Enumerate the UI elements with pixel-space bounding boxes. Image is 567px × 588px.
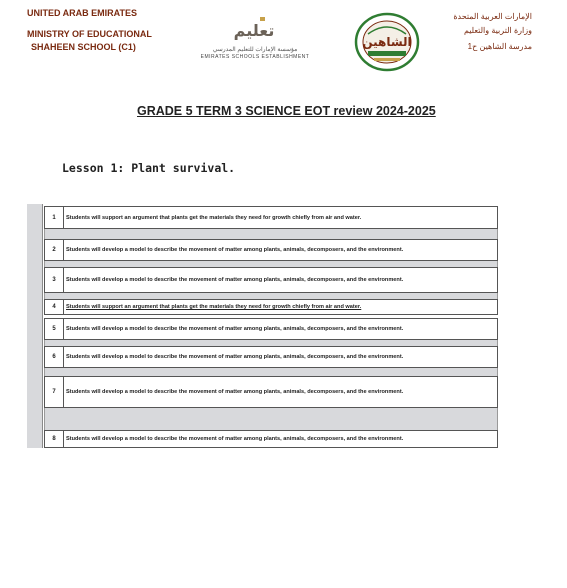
row-gap bbox=[44, 408, 498, 430]
ministry-label-ar: وزارة التربية والتعليم bbox=[463, 26, 532, 35]
table-side-bar bbox=[27, 204, 43, 448]
row-text: Students will develop a model to describe the movement of matter among plants, animals, decomposers, and the environment. bbox=[66, 247, 404, 253]
school-label: SHAHEEN SCHOOL (C1) bbox=[31, 42, 136, 52]
row-number: 1 bbox=[45, 207, 64, 228]
row-text: Students will develop a model to describe the movement of matter among plants, animals, decomposers, and the environment. bbox=[66, 389, 404, 395]
row-number: 2 bbox=[45, 240, 64, 260]
ese-english-name: EMIRATES SCHOOLS ESTABLISHMENT bbox=[200, 54, 310, 60]
table-row bbox=[44, 206, 498, 229]
row-number: 3 bbox=[45, 268, 64, 292]
row-number: 4 bbox=[45, 300, 64, 314]
row-number: 7 bbox=[45, 377, 64, 407]
row-text: Students will support an argument that plants get the materials they need for growth chiefly from air and water. bbox=[66, 214, 362, 221]
row-text: Students will develop a model to describe the movement of matter among plants, animals, decomposers, and the environment. bbox=[66, 354, 404, 360]
lesson-heading: Lesson 1: Plant survival. bbox=[62, 161, 236, 175]
row-text: Students will develop a model to describe the movement of matter among plants, animals, decomposers, and the environment. bbox=[66, 436, 404, 442]
row-text: Students will support an argument that plants get the materials they need for growth chiefly from air and water. bbox=[66, 304, 362, 310]
row-text: Students will develop a model to describe the movement of matter among plants, animals, decomposers, and the environment. bbox=[66, 277, 404, 283]
row-number: 6 bbox=[45, 347, 64, 367]
table-row bbox=[44, 346, 498, 368]
table-row bbox=[44, 376, 498, 408]
ese-logo-mark bbox=[233, 16, 275, 44]
row-number: 8 bbox=[45, 431, 64, 447]
table-row bbox=[44, 267, 498, 293]
row-number: 5 bbox=[45, 319, 64, 339]
country-label-ar: الإمارات العربية المتحدة bbox=[453, 12, 532, 21]
ese-arabic-name: مؤسسة الإمارات للتعليم المدرسي bbox=[212, 47, 298, 53]
ese-logo bbox=[185, 16, 325, 64]
objectives-table bbox=[27, 204, 498, 448]
row-gap bbox=[44, 368, 498, 376]
school-label-ar: مدرسة الشاهين ح1 bbox=[467, 42, 532, 51]
school-seal bbox=[354, 12, 420, 72]
ministry-label: MINISTRY OF EDUCATIONAL bbox=[27, 29, 152, 39]
table-row bbox=[44, 299, 498, 315]
seal-text: الشاهين bbox=[362, 35, 412, 49]
page-title: GRADE 5 TERM 3 SCIENCE EOT review 2024-2025 bbox=[137, 104, 436, 118]
row-text: Students will develop a model to describe the movement of matter among plants, animals, decomposers, and the environment. bbox=[66, 326, 404, 332]
ese-logo-text: تعليم bbox=[233, 21, 275, 40]
row-gap bbox=[44, 229, 498, 239]
country-label: UNITED ARAB EMIRATES bbox=[27, 8, 137, 18]
table-row bbox=[44, 430, 498, 448]
table-row bbox=[44, 239, 498, 261]
table-row bbox=[44, 318, 498, 340]
